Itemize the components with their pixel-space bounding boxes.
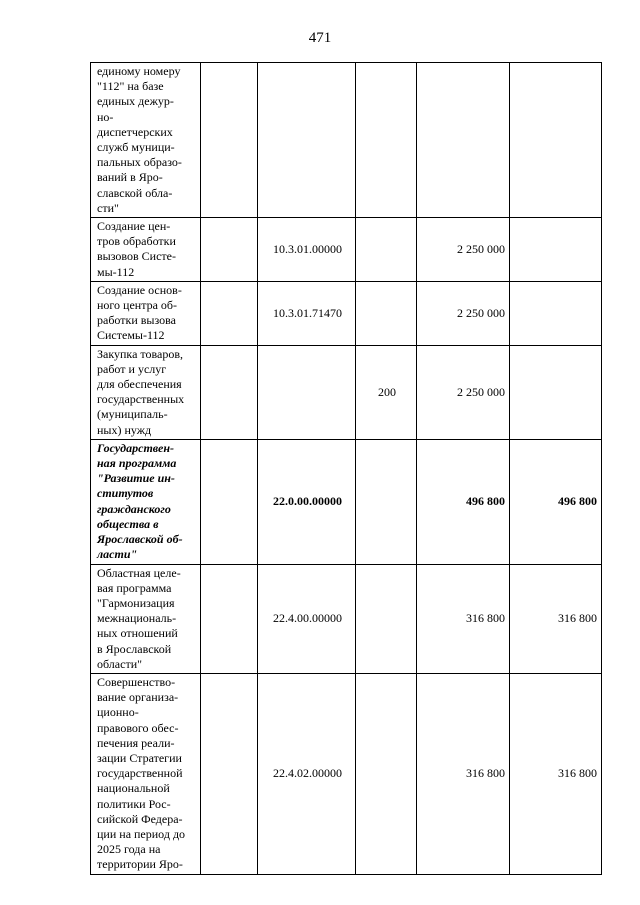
row-amount2-cell: 496 800 <box>510 439 602 564</box>
table-row <box>91 218 602 282</box>
table-row <box>91 63 602 218</box>
row-name-cell: Областная целе- вая программа "Гармонизация межнациональ- ных отношений в Ярославской области" <box>91 564 201 673</box>
row-empty-cell <box>201 281 258 345</box>
row-type-cell <box>356 281 417 345</box>
row-empty-cell <box>201 439 258 564</box>
table-row <box>91 281 602 345</box>
row-code-cell: 22.4.02.00000 <box>258 673 356 874</box>
row-amount2-cell <box>510 63 602 218</box>
row-code-cell <box>258 345 356 439</box>
row-empty-cell <box>201 218 258 282</box>
table-row <box>91 345 602 439</box>
row-amount1-cell: 316 800 <box>417 564 510 673</box>
row-name-cell: единому номеру "112" на базе единых дежур- но- диспетчерских служб муници- пальных образо- ваний в Яро- славской обла- сти" <box>91 63 201 218</box>
row-amount1-cell: 316 800 <box>417 673 510 874</box>
row-amount2-cell <box>510 345 602 439</box>
row-empty-cell <box>201 345 258 439</box>
row-amount1-cell: 2 250 000 <box>417 218 510 282</box>
row-name-cell: Создание цен- тров обработки вызовов Систе- мы-112 <box>91 218 201 282</box>
row-code-cell <box>258 63 356 218</box>
row-type-cell <box>356 439 417 564</box>
row-name-cell: Совершенство- вание организа- ционно- правового обес- печения реали- зации Стратегии государственной национальной политики Рос- сийской Федера- ции на период до 2025 года на территории Яро- <box>91 673 201 874</box>
table-row <box>91 673 602 874</box>
row-code-cell: 10.3.01.71470 <box>258 281 356 345</box>
row-amount1-cell <box>417 63 510 218</box>
row-type-cell <box>356 218 417 282</box>
row-type-cell <box>356 63 417 218</box>
page-number: 471 <box>308 30 332 46</box>
row-type-cell <box>356 564 417 673</box>
row-amount2-cell: 316 800 <box>510 564 602 673</box>
row-name-cell: Создание основ- ного центра об- работки вызова Системы-112 <box>91 281 201 345</box>
row-type-cell: 200 <box>356 345 417 439</box>
row-amount2-cell: 316 800 <box>510 673 602 874</box>
budget-table <box>90 62 602 875</box>
row-code-cell: 22.0.00.00000 <box>258 439 356 564</box>
table-row <box>91 439 602 564</box>
row-empty-cell <box>201 564 258 673</box>
row-amount1-cell: 2 250 000 <box>417 281 510 345</box>
row-type-cell <box>356 673 417 874</box>
row-amount1-cell: 2 250 000 <box>417 345 510 439</box>
row-empty-cell <box>201 673 258 874</box>
table-row <box>91 564 602 673</box>
row-code-cell: 10.3.01.00000 <box>258 218 356 282</box>
row-name-cell: Государствен- ная программа "Развитие ин- ститутов гражданского общества в Ярославской об- ласти" <box>91 439 201 564</box>
row-code-cell: 22.4.00.00000 <box>258 564 356 673</box>
row-amount2-cell <box>510 281 602 345</box>
row-amount1-cell: 496 800 <box>417 439 510 564</box>
row-amount2-cell <box>510 218 602 282</box>
row-name-cell: Закупка товаров, работ и услуг для обеспечения государственных (муниципаль- ных) нужд <box>91 345 201 439</box>
row-empty-cell <box>201 63 258 218</box>
